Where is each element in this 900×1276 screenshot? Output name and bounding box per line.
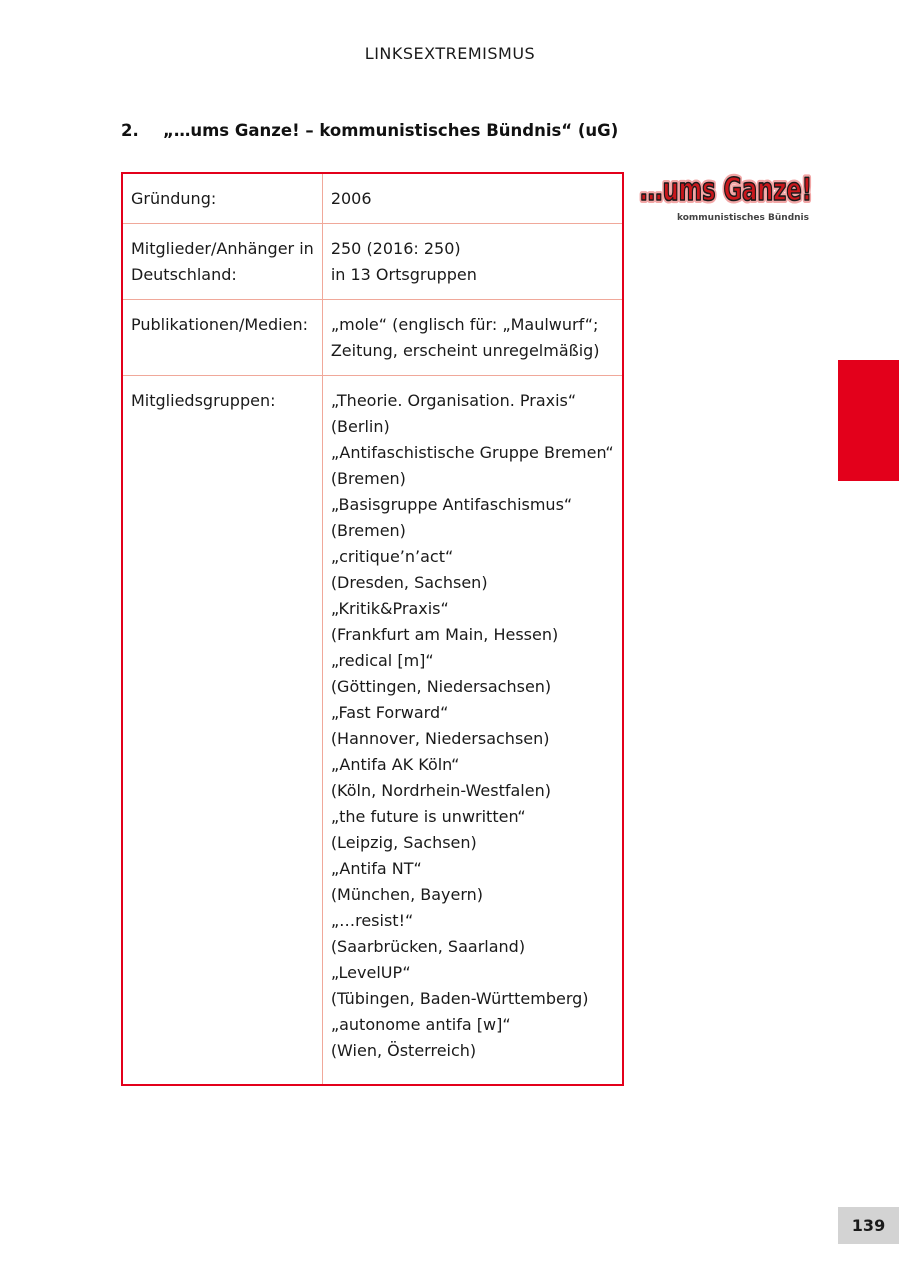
table-row xyxy=(122,300,623,376)
row-value-cell xyxy=(322,173,622,224)
row-value-cell xyxy=(322,224,622,300)
row-value-line: „critique’n’act“ xyxy=(330,547,454,566)
row-value-line: „Antifa AK Köln“ xyxy=(330,755,460,774)
row-value-cell xyxy=(322,300,622,376)
row-value-line: (Göttingen, Niedersachsen) xyxy=(330,677,552,696)
row-value-line: „the future is unwritten“ xyxy=(330,807,526,826)
row-value-line: 250 (2016: 250) xyxy=(330,239,461,258)
row-value-line: (Köln, Nordrhein-Westfalen) xyxy=(330,781,551,800)
ums-ganze-logo xyxy=(637,166,815,224)
section-title: „…ums Ganze! – kommunistisches Bündnis“ (uG) xyxy=(163,121,619,140)
logo-tagline: kommunistisches Bündnis xyxy=(677,213,809,223)
fact-table-body xyxy=(122,173,623,1085)
row-label-cell xyxy=(122,300,322,376)
running-header: LINKSEXTREMISMUS xyxy=(364,44,536,63)
row-label-line: Mitgliedsgruppen: xyxy=(131,391,276,410)
row-value-line: (Berlin) xyxy=(330,417,390,436)
row-value-line: „…resist!“ xyxy=(330,911,414,930)
table-row xyxy=(122,224,623,300)
row-value-line: (München, Bayern) xyxy=(330,885,484,904)
row-label-line: Gründung: xyxy=(131,189,217,208)
section-number: 2. xyxy=(121,121,139,140)
row-value-line: „Kritik&Praxis“ xyxy=(330,599,449,618)
row-value-line: (Frankfurt am Main, Hessen) xyxy=(330,625,559,644)
row-value-line: (Dresden, Sachsen) xyxy=(330,573,488,592)
row-value-line: (Leipzig, Sachsen) xyxy=(330,833,477,852)
row-value-line: 2006 xyxy=(330,189,372,208)
row-label-cell xyxy=(122,173,322,224)
row-label-line: Deutschland: xyxy=(131,265,237,284)
row-value-line: „mole“ (englisch für: „Maulwurf“; xyxy=(330,315,599,334)
row-label-cell xyxy=(122,224,322,300)
row-value-line: in 13 Ortsgruppen xyxy=(330,265,477,284)
row-value-line: „Basisgruppe Antifaschismus“ xyxy=(330,495,573,514)
chapter-side-tab xyxy=(838,360,899,481)
row-label-line: Publikationen/Medien: xyxy=(131,315,308,334)
table-row xyxy=(122,376,623,1086)
row-value-line: „redical [m]“ xyxy=(330,651,434,670)
row-value-line: „Fast Forward“ xyxy=(330,703,449,722)
row-value-line: (Wien, Österreich) xyxy=(330,1041,477,1060)
page-number: 139 xyxy=(838,1207,899,1244)
row-value-cell xyxy=(322,376,622,1086)
row-value-line: „Antifaschistische Gruppe Bremen“ xyxy=(330,443,614,462)
row-value-line: „Theorie. Organisation. Praxis“ xyxy=(330,391,577,410)
row-value-line: (Saarbrücken, Saarland) xyxy=(330,937,526,956)
row-label-line: Mitglieder/Anhänger in xyxy=(131,239,314,258)
row-value-line: (Bremen) xyxy=(330,521,406,540)
row-value-line: „autonome antifa [w]“ xyxy=(330,1015,511,1034)
row-value-line: „Antifa NT“ xyxy=(330,859,422,878)
row-value-line: (Hannover, Niedersachsen) xyxy=(330,729,550,748)
logo-wordmark: …ums Ganze! xyxy=(640,172,812,208)
logo-wordmark-glow: …ums Ganze! xyxy=(640,172,812,208)
row-value-line: „LevelUP“ xyxy=(330,963,411,982)
row-value-line: (Tübingen, Baden-Württemberg) xyxy=(330,989,589,1008)
section-heading xyxy=(121,121,618,140)
organization-fact-table xyxy=(121,172,624,1086)
row-value-line: (Bremen) xyxy=(330,469,406,488)
row-value-line: Zeitung, erscheint unregelmäßig) xyxy=(330,341,600,360)
table-row xyxy=(122,173,623,224)
row-label-cell xyxy=(122,376,322,1086)
